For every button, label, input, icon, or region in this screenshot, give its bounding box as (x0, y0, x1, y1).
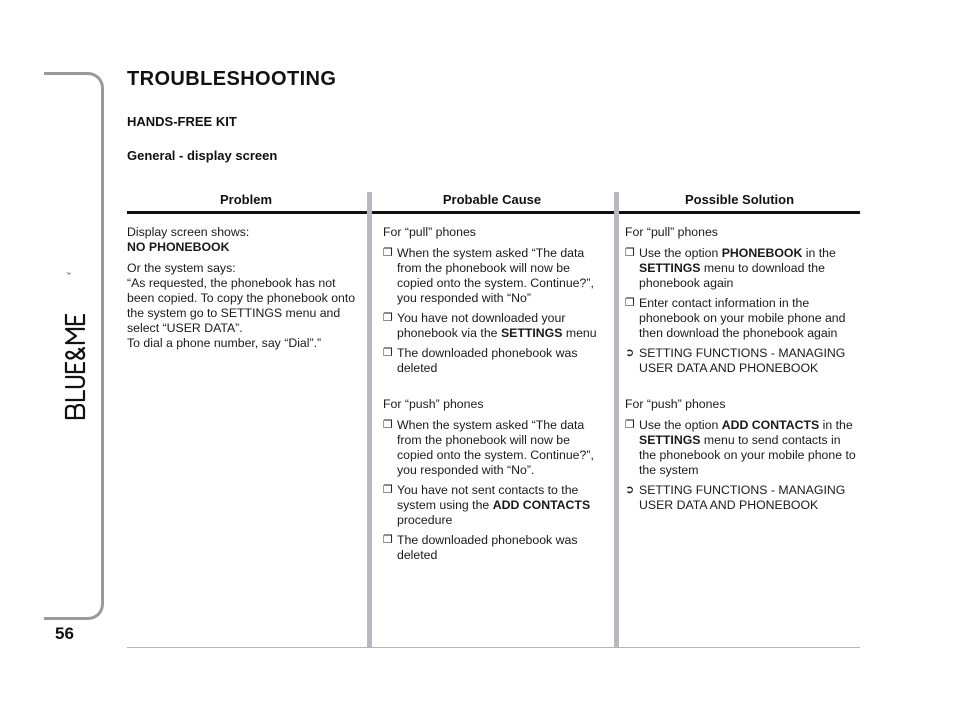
header-rule (127, 211, 860, 214)
cause-pull-item: ❐ When the system asked “The data from the phonebook will now be copied onto the system. Continue?”, you responded with “No” (383, 246, 594, 305)
checkbox-icon: ❐ (383, 347, 393, 359)
cause-push-item: ❐ You have not sent contacts to the system using the ADD CONTACTS procedure (383, 483, 591, 527)
solution-pull-item: ❐ Use the option PHONEBOOK in the SETTINGS menu to download the phonebook again (625, 246, 836, 290)
solution-pull-item: ❐ Enter contact information in the phonebook on your mobile phone and then download the phonebook again (625, 296, 846, 340)
arrow-right-icon: ➲ (625, 347, 635, 359)
cause-push-item: ❐ When the system asked “The data from the phonebook will now be copied onto the system. Continue?”, you responded with “No”. (383, 418, 594, 477)
cause-pull-heading: For “pull” phones (383, 225, 476, 239)
section-heading: HANDS-FREE KIT (127, 114, 237, 129)
problem-display-message: NO PHONEBOOK (127, 240, 230, 254)
blue-and-me-logo (58, 270, 98, 430)
subsection-heading: General - display screen (127, 148, 278, 163)
solution-push-reference: ➲ SETTING FUNCTIONS - MANAGING USER DATA AND PHONEBOOK (625, 483, 846, 512)
solution-pull-heading: For “pull” phones (625, 225, 718, 239)
checkbox-icon: ❐ (383, 484, 393, 496)
cause-push-heading: For “push” phones (383, 397, 484, 411)
problem-voice-dial: To dial a phone number, say “Dial”.” (127, 336, 322, 350)
page-title: TROUBLESHOOTING (127, 68, 337, 90)
header-possible-solution: Possible Solution (684, 192, 795, 207)
header-probable-cause: Probable Cause (442, 192, 542, 207)
checkbox-icon: ❐ (625, 247, 635, 259)
svg-text:™: ™ (66, 272, 71, 278)
solution-pull-reference: ➲ SETTING FUNCTIONS - MANAGING USER DATA AND PHONEBOOK (625, 346, 846, 375)
checkbox-icon: ❐ (625, 419, 635, 431)
checkbox-icon: ❐ (383, 312, 393, 324)
solution-column (625, 225, 857, 518)
checkbox-icon: ❐ (383, 534, 393, 546)
checkbox-icon: ❐ (383, 419, 393, 431)
troubleshooting-table (127, 192, 860, 648)
arrow-right-icon: ➲ (625, 484, 635, 496)
solution-push-heading: For “push” phones (625, 397, 726, 411)
column-divider-2 (614, 192, 619, 648)
cause-push-item: ❐ The downloaded phonebook was deleted (383, 533, 578, 562)
problem-column (127, 225, 357, 357)
cause-pull-item: ❐ You have not downloaded your phonebook via the SETTINGS menu (383, 311, 597, 340)
header-problem: Problem (219, 192, 272, 207)
problem-voice-message: “As requested, the phonebook has not been copied. To copy the phonebook onto the system go to SETTINGS menu and select “USER DATA”. (127, 276, 356, 335)
cause-pull-item: ❐ The downloaded phonebook was deleted (383, 346, 578, 375)
page-content (127, 68, 860, 562)
checkbox-icon: ❐ (383, 247, 393, 259)
page-number: 56 (55, 624, 74, 643)
problem-voice-label: Or the system says: (127, 261, 236, 275)
checkbox-icon: ❐ (625, 297, 635, 309)
table-bottom-rule (127, 647, 860, 648)
solution-push-item: ❐ Use the option ADD CONTACTS in the SETTINGS menu to send contacts in the phonebook on your mobile phone to the system (625, 418, 856, 477)
column-divider-1 (367, 192, 372, 648)
cause-column (383, 225, 607, 568)
problem-display-label: Display screen shows: (127, 225, 250, 239)
